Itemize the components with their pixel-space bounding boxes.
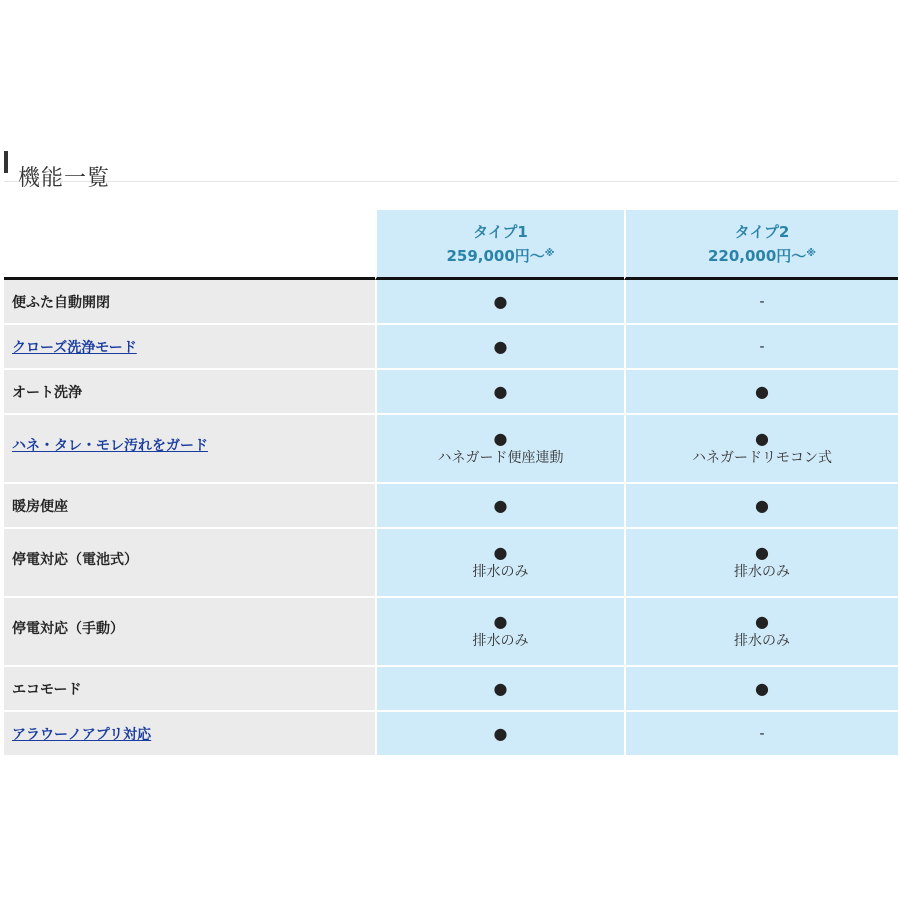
type2-value-cell bbox=[624, 712, 898, 757]
value-note: 排水のみ bbox=[734, 632, 790, 649]
feature-cell bbox=[4, 370, 375, 415]
table-row bbox=[4, 712, 898, 757]
feature-cell bbox=[4, 280, 375, 325]
type2-value-cell bbox=[624, 415, 898, 484]
type2-value-cell bbox=[624, 280, 898, 325]
type1-value-cell bbox=[375, 712, 624, 757]
supported-mark: ● bbox=[493, 495, 508, 515]
value-note: 排水のみ bbox=[472, 632, 529, 649]
value-note: ハネガードリモコン式 bbox=[692, 449, 832, 466]
type1-value-cell bbox=[375, 280, 624, 325]
table-row bbox=[4, 667, 898, 712]
type1-value-cell bbox=[375, 667, 624, 712]
supported-mark: ● bbox=[493, 611, 508, 631]
table-row bbox=[4, 598, 898, 667]
type1-value-cell bbox=[375, 325, 624, 370]
feature-cell bbox=[4, 529, 375, 598]
type1-value-cell bbox=[375, 370, 624, 415]
type1-price-line bbox=[377, 244, 624, 268]
supported-mark: ● bbox=[755, 495, 769, 515]
not-supported-mark: - bbox=[759, 725, 765, 742]
supported-mark: ● bbox=[755, 542, 769, 562]
value-note: 排水のみ bbox=[734, 563, 790, 580]
supported-mark: ● bbox=[493, 291, 508, 311]
table-row bbox=[4, 529, 898, 598]
supported-mark: ● bbox=[493, 336, 508, 356]
section-title: 機能一覧 bbox=[18, 166, 111, 192]
type1-value-cell bbox=[375, 529, 624, 598]
feature-label: 便ふた自動開閉 bbox=[12, 294, 110, 311]
value-note: ハネガード便座連動 bbox=[437, 449, 564, 466]
type2-name: タイプ2 bbox=[734, 222, 790, 241]
type1-value-cell bbox=[375, 598, 624, 667]
header-type1 bbox=[375, 210, 624, 280]
feature-cell bbox=[4, 484, 375, 529]
feature-comparison-table bbox=[4, 210, 898, 757]
feature-label: 停電対応（手動） bbox=[12, 621, 124, 637]
table-row bbox=[4, 280, 898, 325]
feature-cell bbox=[4, 667, 375, 712]
feature-label: オート洗浄 bbox=[12, 384, 82, 401]
supported-mark: ● bbox=[755, 678, 769, 698]
type2-value-cell bbox=[624, 484, 898, 529]
feature-link[interactable]: ハネ・タレ・モレ汚れをガード bbox=[12, 438, 208, 454]
supported-mark: ● bbox=[755, 428, 769, 448]
type2-note-mark: ※ bbox=[806, 247, 817, 259]
supported-mark: ● bbox=[493, 542, 508, 562]
supported-mark: ● bbox=[755, 381, 769, 401]
type1-value-cell bbox=[375, 415, 624, 484]
not-supported-mark: - bbox=[759, 293, 765, 310]
type1-value-cell bbox=[375, 484, 624, 529]
type1-note-mark: ※ bbox=[544, 247, 555, 259]
supported-mark: ● bbox=[493, 723, 508, 743]
type1-name: タイプ1 bbox=[473, 222, 528, 241]
section-header bbox=[4, 145, 898, 192]
not-supported-mark: - bbox=[759, 338, 765, 355]
table-body bbox=[4, 280, 898, 757]
header-blank-cell bbox=[4, 210, 375, 280]
value-note: 排水のみ bbox=[472, 563, 529, 580]
title-accent-bar bbox=[4, 151, 8, 173]
supported-mark: ● bbox=[493, 678, 508, 698]
type2-value-cell bbox=[624, 370, 898, 415]
feature-label: 停電対応（電池式） bbox=[12, 552, 138, 568]
supported-mark: ● bbox=[755, 611, 769, 631]
type2-value-cell bbox=[624, 325, 898, 370]
table-row bbox=[4, 370, 898, 415]
type2-value-cell bbox=[624, 667, 898, 712]
feature-label: エコモード bbox=[12, 681, 82, 698]
feature-cell bbox=[4, 598, 375, 667]
feature-link[interactable]: クローズ洗浄モード bbox=[12, 339, 137, 356]
table-row bbox=[4, 415, 898, 484]
table-row bbox=[4, 325, 898, 370]
supported-mark: ● bbox=[493, 428, 508, 448]
feature-cell bbox=[4, 712, 375, 757]
table-header-row bbox=[4, 210, 898, 280]
table-row bbox=[4, 484, 898, 529]
feature-label: 暖房便座 bbox=[12, 498, 68, 515]
header-type2 bbox=[624, 210, 898, 280]
type2-price-line bbox=[626, 244, 898, 268]
supported-mark: ● bbox=[493, 381, 508, 401]
feature-link[interactable]: アラウーノアプリ対応 bbox=[12, 726, 152, 743]
feature-cell bbox=[4, 415, 375, 484]
type2-value-cell bbox=[624, 529, 898, 598]
type2-value-cell bbox=[624, 598, 898, 667]
feature-cell bbox=[4, 325, 375, 370]
type2-price: 220,000円～ bbox=[707, 246, 807, 265]
type1-price: 259,000円～ bbox=[446, 246, 545, 265]
